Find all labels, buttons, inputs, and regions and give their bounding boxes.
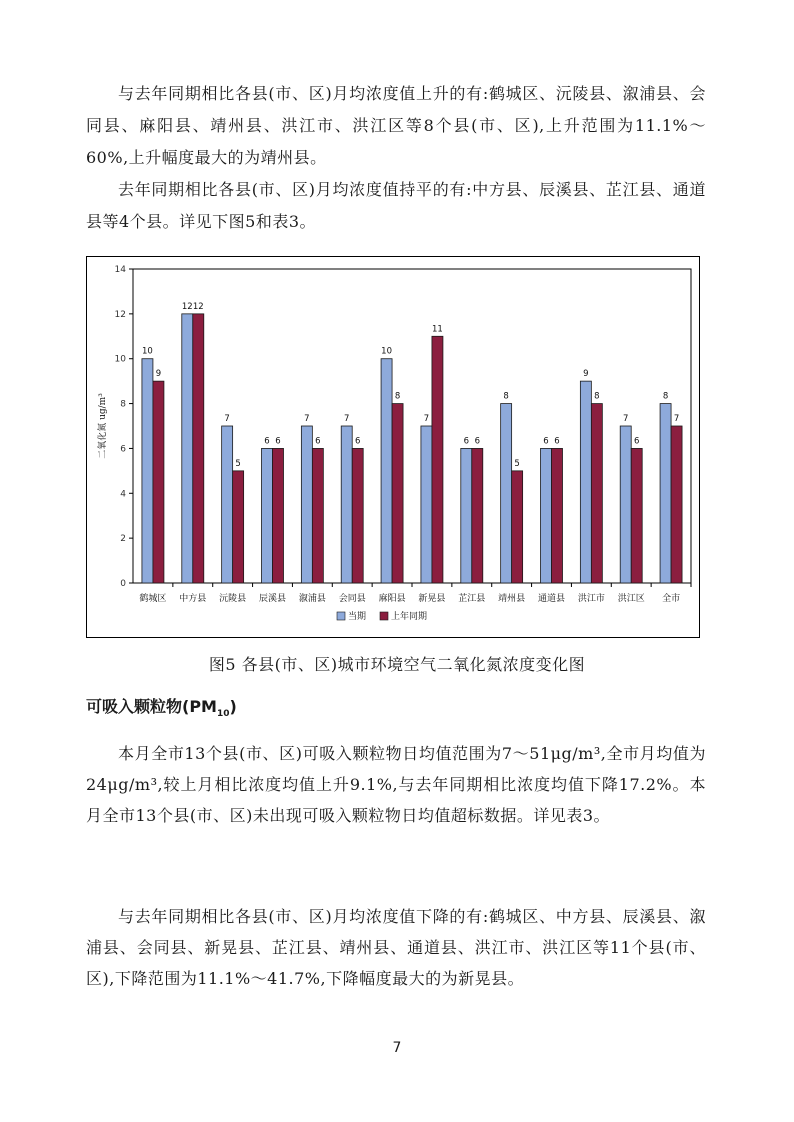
x-tick-label: 辰溪县 [258, 594, 287, 604]
bar-current [421, 426, 432, 583]
y-tick-label: 0 [120, 579, 126, 589]
x-tick-label: 新晃县 [418, 594, 446, 604]
data-label: 7 [344, 414, 350, 424]
data-label: 6 [543, 436, 549, 447]
y-tick-label: 4 [120, 489, 126, 500]
data-label: 8 [394, 391, 401, 402]
section-title-text: 可吸入颗粒物(PM [86, 697, 217, 716]
data-label: 6 [275, 436, 281, 447]
data-label: 7 [423, 414, 430, 424]
no2-bar-chart [86, 256, 700, 638]
data-label: 5 [235, 458, 241, 469]
data-label: 6 [355, 436, 361, 447]
y-tick-label: 8 [120, 399, 126, 410]
bar-current [660, 404, 671, 583]
bar-current [461, 448, 472, 583]
data-label: 7 [623, 414, 629, 424]
bar-current [182, 314, 193, 583]
bar-current [580, 381, 591, 583]
x-tick-label: 靖州县 [498, 594, 526, 604]
section-title-close: ) [229, 697, 237, 716]
legend-label: 上年同期 [391, 612, 428, 622]
bar-current [541, 448, 552, 583]
bar-current [501, 404, 512, 583]
bar-last-year [352, 448, 363, 583]
bar-last-year [273, 448, 284, 583]
data-label: 6 [634, 436, 640, 447]
data-label: 8 [662, 391, 669, 402]
bar-last-year [233, 471, 244, 583]
data-label: 10 [381, 346, 392, 357]
x-tick-label: 通道县 [537, 594, 566, 604]
bar-last-year [153, 381, 164, 583]
x-tick-label: 鹤城区 [139, 594, 167, 604]
page-number: 7 [392, 1040, 402, 1056]
paragraph-pm10-decrease: 与去年同期相比各县(市、区)月均浓度值下降的有:鹤城区、中方县、辰溪县、溆浦县、会同县、新晃县、芷江县、靖州县、通道县、洪江市、洪江区等11个县(市、区),下降范围为11.1%～41.7%,下降幅度最大的为新晃县。 [86, 907, 706, 988]
section-title-pm10 [86, 694, 237, 719]
data-label: 7 [673, 414, 680, 424]
data-label: 5 [514, 458, 520, 469]
y-axis-label: 二氧化氮 ug/m³ [98, 393, 108, 459]
y-tick-label: 12 [114, 309, 126, 320]
x-tick-label: 洪江市 [577, 594, 605, 604]
paragraph-no2-flat: 去年同期相比各县(市、区)月均浓度值持平的有:中方县、辰溪县、芷江县、通道县等4个县。详见下图5和表3。 [86, 180, 706, 231]
data-label: 9 [155, 369, 162, 380]
bar-last-year [392, 404, 403, 583]
bar-last-year [552, 448, 563, 583]
data-label: 7 [304, 414, 310, 424]
bar-last-year [591, 404, 602, 583]
plot-area [133, 269, 691, 583]
y-tick-label: 2 [120, 534, 126, 545]
x-tick-label: 芷江县 [458, 594, 486, 604]
figure-caption: 图5 各县(市、区)城市环境空气二氧化氮浓度变化图 [208, 655, 586, 674]
data-label: 12 [181, 301, 193, 312]
data-label: 8 [594, 391, 600, 402]
bar-last-year [432, 336, 443, 583]
x-tick-label: 全市 [662, 594, 681, 604]
x-tick-label: 沅陵县 [219, 594, 247, 604]
data-label: 10 [142, 346, 153, 357]
data-label: 6 [463, 436, 469, 447]
bar-last-year [512, 471, 523, 583]
data-label: 6 [264, 436, 270, 447]
bar-current [620, 426, 631, 583]
y-tick-label: 10 [114, 354, 126, 365]
y-tick-label: 6 [120, 444, 126, 455]
data-label: 11 [432, 324, 443, 335]
data-label: 6 [554, 436, 560, 447]
x-tick-label: 洪江区 [617, 594, 645, 604]
data-label: 7 [224, 414, 230, 424]
data-label: 8 [503, 391, 509, 402]
legend-label: 当期 [348, 612, 367, 622]
chart-canvas [87, 257, 701, 639]
legend-swatch [337, 612, 345, 620]
section-title-subscript: 10 [216, 709, 230, 720]
data-label: 6 [315, 436, 321, 447]
paragraph-pm10-summary: 本月全市13个县(市、区)可吸入颗粒物日均值范围为7～51μg/m³,全市月均值为24μg/m³,较上月相比浓度均值上升9.1%,与去年同期相比浓度均值下降17.2%。本月全市13个县(市、区)未出现可吸入颗粒物日均值超标数据。详见表3。 [86, 744, 706, 825]
x-tick-label: 溆浦县 [298, 594, 326, 604]
bar-last-year [472, 448, 483, 583]
data-label: 9 [583, 369, 589, 380]
paragraph-no2-increase: 与去年同期相比各县(市、区)月均浓度值上升的有:鹤城区、沅陵县、溆浦县、会同县、麻阳县、靖州县、洪江市、洪江区等8个县(市、区),上升范围为11.1%～60%,上升幅度最大的为靖州县。 [86, 84, 706, 167]
bar-current [301, 426, 312, 583]
data-label: 12 [192, 301, 204, 312]
x-tick-label: 中方县 [179, 594, 207, 604]
bar-current [341, 426, 352, 583]
bar-current [381, 359, 392, 583]
data-label: 6 [474, 436, 480, 447]
bar-current [222, 426, 233, 583]
bar-current [142, 359, 153, 583]
legend-swatch [380, 612, 388, 620]
bar-current [262, 448, 273, 583]
y-tick-label: 14 [114, 265, 126, 275]
x-tick-label: 会同县 [338, 594, 366, 604]
x-tick-label: 麻阳县 [378, 594, 406, 604]
bar-last-year [312, 448, 323, 583]
bar-last-year [671, 426, 682, 583]
bar-last-year [631, 448, 642, 583]
bar-last-year [193, 314, 204, 583]
